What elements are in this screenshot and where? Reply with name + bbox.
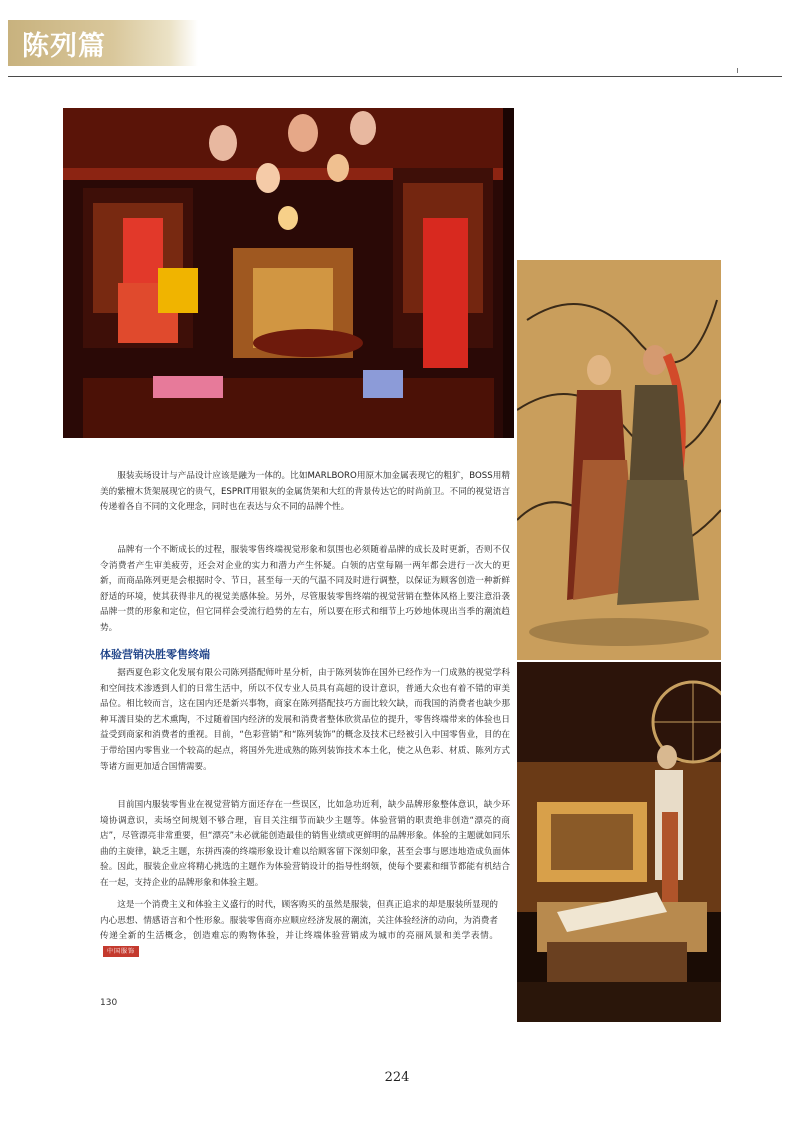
article-paragraph-5: [100, 898, 498, 960]
article-paragraph-3: 据西夏色彩文化发展有限公司陈列搭配师叶星分析，由于陈列装饰在国外已经作为一门成熟的视觉学科和空间技术渗透到人们的日常生活中，所以不仅专业人员具有高超的设计意识，普通大众也有着不错的审美品位。相比较而言，这在国内还是新兴事物，商家在陈列搭配技巧方面比较欠缺，而我国的消费者也缺少那种耳濡目染的艺术熏陶，不过随着国内经济的发展和消费者整体欣赏品位的提升，零售终端带来的体验也日益受到商家和消费者的重视。目前，“色彩营销”和“陈列装饰”的概念及技术已经被引入中国零售业，目的在于带给国内零售业一个较高的起点，将国外先进成熟的陈列装饰技术本土化，使之从色彩、材质、陈列方式等诸方面更加适合国情需要。: [100, 668, 510, 772]
article-subheading: 体验营销决胜零售终端: [100, 648, 210, 661]
article-paragraph-2: 品牌有一个不断成长的过程，服装零售终端视觉形象和氛围也必须随着品牌的成长及时更新，否则不仅令消费者产生审美疲劳，还会对企业的实力和潜力产生怀疑。白领的店堂每隔一两年都会进行一次大的更新，而商品陈列更是会根据时令、节日，甚至每一天的气温不同及时进行调整，以保证为顾客创造一种新鲜舒适的环境，使其获得非凡的视觉美感体验。另外，尽管服装零售终端的视觉营销在整体风格上要注意沿袭品牌一贯的形象和定位，但它同样会受流行趋势的左右，所以要在形式和细节上巧妙地体现出当季的潮流趋势。: [100, 545, 510, 633]
vintage-window-photo: [517, 662, 721, 1022]
edge-mark: [737, 68, 738, 73]
end-mark-stamp: 中国服饰: [103, 946, 139, 957]
article-paragraph-1: 服装卖场设计与产品设计应该是融为一体的。比如MARLBORO用原木加金属表现它的粗犷，BOSS用精美的紫檀木货架展现它的贵气，ESPRIT用银灰的金属货架和大红的背景传达它的时尚前卫。不同的视觉语言传递着各自不同的文化理念，同时也在表达与众不同的品牌个性。: [100, 471, 510, 513]
mannequins-window-photo: [517, 260, 721, 660]
article-paragraph-4: 目前国内服装零售业在视觉营销方面还存在一些误区，比如急功近利，缺少品牌形象整体意识，缺少环境协调意识，卖场空间规划不够合理，盲目关注细节而缺少主题等。体验营销的职责绝非创造“漂亮的商店”，尽管漂亮非常重要，但“漂亮”未必就能创造最佳的销售业绩或更鲜明的品牌形象。体验的主题就如同乐曲的主旋律，缺乏主题，东拼西凑的终端形象设计难以给顾客留下深刻印象，甚至会事与愿违地造成负面体验。因此，服装企业应将精心挑选的主题作为体验营销设计的指导性纲领，使每个要素和细节都能有机结合在一起，支持企业的品牌形象和体验主题。: [100, 800, 510, 888]
page-number: 224: [384, 1070, 410, 1085]
section-title: 陈列篇: [22, 31, 106, 62]
header-rule: [8, 76, 782, 77]
article-paragraph-5-text: 这是一个消费主义和体验主义盛行的时代，顾客购买的虽然是服装，但真正追求的却是服装所显现的内心思想、情感语言和个性形象。服装零售商亦应顺应经济发展的潮流，关注体验经济的动向，为消费者传递全新的生活概念，创造难忘的购物体验，并让终端体验营销成为城市的亮丽风景和美学表情。: [100, 900, 498, 942]
shop-interior-photo: [63, 108, 514, 438]
magazine-folio: 130: [100, 998, 118, 1008]
